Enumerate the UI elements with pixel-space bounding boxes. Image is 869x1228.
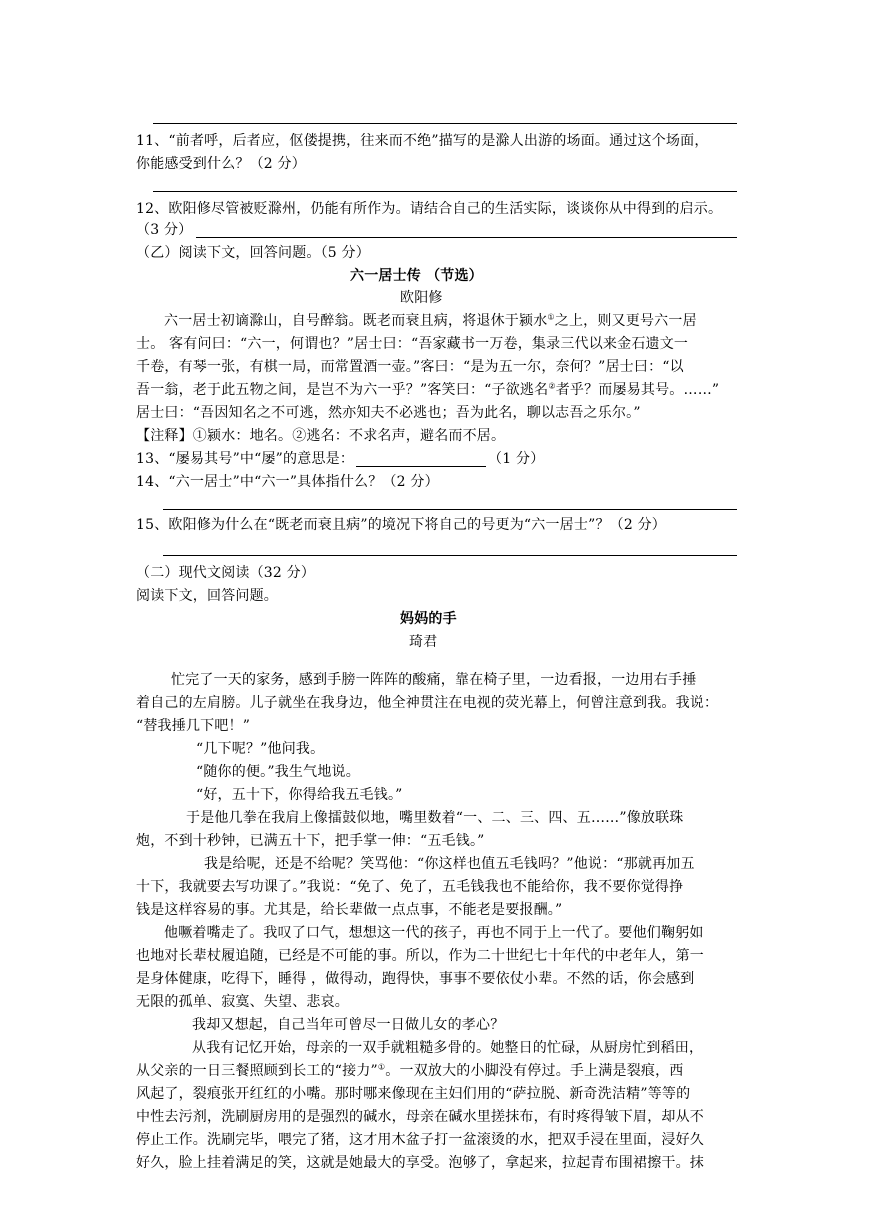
passage-1-line1 bbox=[164, 313, 697, 329]
passage-2-line17: 从我有记忆开始，母亲的一双手就粗糙多骨的。她整日的忙碌，从厨房忙到稻田， bbox=[192, 1040, 704, 1056]
passage-2-author: 琦君 bbox=[409, 634, 438, 650]
question-11-line2: 你能感受到什么？（2 分） bbox=[136, 156, 306, 172]
passage-1-line3: 千卷，有琴一张，有棋一局，而常置酒一壶。”客曰：“是为五一尔，奈何？”居士曰：“以 bbox=[136, 359, 684, 375]
section-yi-intro: （乙）阅读下文，回答问题。（5 分） bbox=[136, 245, 370, 261]
passage-2-line10: 十下，我就要去写功课了。”我说：“免了、免了，五毛钱我也不能给你，我不要你觉得挣 bbox=[136, 879, 684, 895]
passage-2-line18-text: 从父亲的一日三餐照顾到长工的“接力” bbox=[136, 1063, 378, 1079]
passage-2-line8: 炮，不到十秒钟，已满五十下，把手掌一伸：“五毛钱。” bbox=[136, 833, 485, 849]
passage-2-title: 妈妈的手 bbox=[400, 611, 457, 627]
answer-line-q11 bbox=[153, 191, 737, 192]
passage-2-line4: “几下呢？”他问我。 bbox=[196, 741, 325, 757]
passage-2-line5: “随你的便。”我生气地说。 bbox=[196, 764, 360, 780]
passage-2-line16: 我却又想起，自己当年可曾尽一日做儿女的孝心？ bbox=[192, 1017, 505, 1033]
passage-2-line19: 风起了，裂痕张开红红的小嘴。那时哪来像现在主妇们用的“萨拉脱、新奇洗洁精”等等的 bbox=[136, 1086, 691, 1102]
question-13-score: （1 分） bbox=[488, 451, 545, 467]
passage-1-line4 bbox=[136, 382, 719, 398]
passage-1-notes: 【注释】①颍水：地名。②逃名：不求名声，避名而不居。 bbox=[136, 428, 506, 444]
passage-2-line2: 着自己的左肩膀。儿子就坐在我身边，他全神贯注在电视的荧光幕上，何曾注意到我。我说： bbox=[136, 695, 719, 711]
answer-blank-q13 bbox=[356, 452, 486, 467]
passage-2-line22: 好久，脸上挂着满足的笑，这就是她最大的享受。泡够了，拿起来，拉起青布围裙擦干。抹 bbox=[136, 1155, 704, 1171]
passage-2-line21: 停止工作。洗刷完毕，喂完了猪，这才用木盆子打一盆滚烫的水，把双手浸在里面，浸好久 bbox=[136, 1132, 704, 1148]
question-15: 15、欧阳修为什么在“既老而衰且病”的境况下将自己的号更为“六一居士”？（2 分） bbox=[136, 517, 666, 533]
passage-2-line13: 也地对长辈杖履追随，已经是不可能的事。所以，作为二十世纪七十年代的中老年人，第一 bbox=[136, 948, 704, 964]
passage-2-line1: 忙完了一天的家务，感到手膀一阵阵的酸痛，靠在椅子里，一边看报，一边用右手捶 bbox=[171, 672, 697, 688]
answer-line-q14 bbox=[163, 509, 737, 510]
section-2-intro: 阅读下文，回答问题。 bbox=[136, 588, 278, 604]
passage-2-line7: 于是他几拳在我肩上像擂鼓似地，嘴里数着“一、二、三、四、五……”像放联珠 bbox=[186, 810, 684, 826]
section-2-heading: （二）现代文阅读（32 分） bbox=[136, 565, 316, 581]
footnote-mark-3: ① bbox=[377, 1062, 386, 1072]
answer-line-q12 bbox=[196, 237, 737, 238]
passage-2-line11: 钱是这样容易的事。尤其是，给长辈做一点点事，不能老是要报酬。” bbox=[136, 902, 563, 918]
question-11-line1: 11、“前者呼，后者应，伛偻提携，往来而不绝”描写的是滁人出游的场面。通过这个场面， bbox=[136, 133, 709, 149]
passage-2-line3: “替我捶几下吧！” bbox=[136, 718, 251, 734]
answer-line-q10 bbox=[153, 123, 737, 124]
passage-1-line2: 士。 客有问曰：“六一，何谓也？”居士曰：“吾家藏书一万卷，集录三代以来金石遗文一 bbox=[136, 336, 689, 352]
passage-1-line4-text: 吾一翁，老于此五物之间，是岂不为六一乎？”客笑曰：“子欲逃名 bbox=[136, 382, 549, 398]
question-13 bbox=[136, 451, 544, 467]
passage-1-line5: 居士曰：“吾因知名之不可逃，然亦知夫不必逃也；吾为此名，聊以志吾之乐尔。” bbox=[136, 405, 641, 421]
question-13-text: 13、“屡易其号”中“屡”的意思是： bbox=[136, 451, 355, 467]
passage-1-title: 六一居士传 （节选） bbox=[350, 268, 483, 284]
passage-2-line15: 无限的孤单、寂寞、失望、悲哀。 bbox=[136, 994, 349, 1010]
question-12-line2: （3 分） bbox=[136, 222, 193, 238]
footnote-mark-2: ② bbox=[548, 381, 556, 391]
passage-2-line18 bbox=[136, 1063, 684, 1079]
passage-2-line20: 中性去污剂，洗刷厨房用的是强烈的碱水，母亲在碱水里搓抹布，有时疼得皱下眉，却从不 bbox=[136, 1109, 704, 1125]
passage-2-line18-end: 。一双放大的小脚没有停过。手上满是裂痕，西 bbox=[385, 1063, 684, 1079]
passage-1-line1-end: 之上，则又更号六一居 bbox=[554, 313, 697, 329]
answer-line-q15 bbox=[163, 555, 737, 556]
question-12-line1: 12、欧阳修尽管被贬滁州，仍能有所作为。请结合自己的生活实际，谈谈你从中得到的启示。 bbox=[136, 201, 723, 217]
footnote-mark-1: ① bbox=[547, 312, 555, 322]
passage-2-line14: 是身体健康，吃得下，睡得 ，做得动，跑得快，事事不要依仗小辈。不然的话，你会感到 bbox=[136, 971, 695, 987]
passage-1-line1-text: 六一居士初谪滁山，自号醉翁。既老而衰且病，将退休于颍水 bbox=[164, 313, 548, 329]
passage-2-line6: “好，五十下，你得给我五毛钱。” bbox=[196, 787, 403, 803]
question-14: 14、“六一居士”中“六一”具体指什么？（2 分） bbox=[136, 474, 439, 490]
passage-2-line12: 他噘着嘴走了。我叹了口气，想想这一代的孩子，再也不同于上一代了。要他们鞠躬如 bbox=[164, 925, 704, 941]
passage-1-line4-end: 者乎？而屡易其号。……” bbox=[555, 382, 720, 398]
passage-2-line9: 我是给呢，还是不给呢？笑骂他：“你这样也值五毛钱吗？”他说：“那就再加五 bbox=[204, 856, 695, 872]
passage-1-author: 欧阳修 bbox=[400, 290, 443, 306]
